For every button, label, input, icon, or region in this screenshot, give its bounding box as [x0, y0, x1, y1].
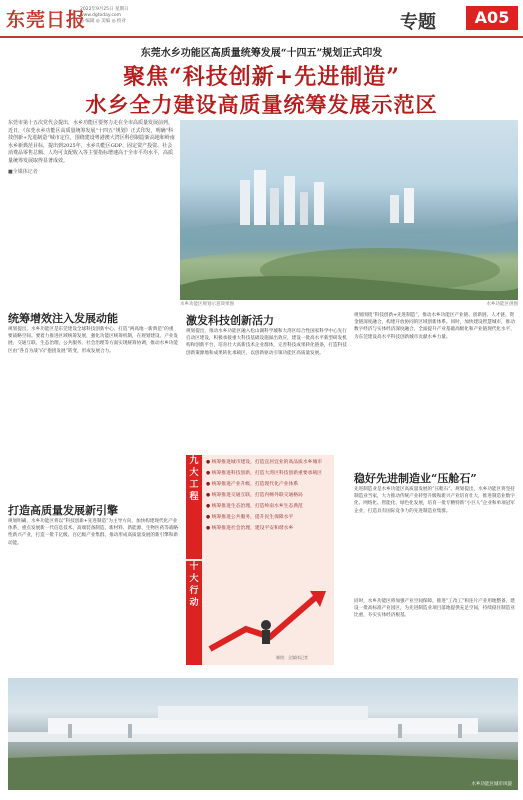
- page-number: A05: [466, 6, 518, 30]
- infographic-item: ● 统筹推进交通互联，打造内畅外联交通格局: [206, 493, 303, 498]
- infographic-footer: 制图：全媒体记者: [276, 655, 308, 660]
- section-2-body: 规划明确，水乡功能区将以“科技创新+先进制造”为主导方向，加快构建现代化产业体系，重点发展新一代信息技术、高端装备制造、新材料、新能源、生物医药等战略性新兴产业，打造一批千亿级、百亿级产业集群，推动形成高质量发展的新引擎和新动能。: [8, 519, 178, 546]
- infographic-item: ● 统筹推进产业升级，打造现代化产业体系: [206, 482, 299, 487]
- infographic-item: ● 统筹推进科技创新，打造大湾区科技创新重要承载区: [206, 471, 323, 476]
- main-aerial-photo: [180, 120, 518, 300]
- header-meta: [80, 7, 250, 25]
- section-3-body-cont: 规划围绕“科技创新+先进制造”，推动水乡功能区产业链、创新链、人才链、资金链深度融合，构建开放协同的区域创新体系。同时，加快建设智慧城市，推动数字经济与实体经济深度融合，全面提升产业基础高级化和产业链现代化水平，为东莞建设高水平科技创新城市贡献水乡力量。: [354, 313, 515, 340]
- section-label: 专题: [400, 12, 436, 33]
- lead-paragraph: [8, 120, 176, 308]
- caption-left: 水乡功能区规划示意效果图: [180, 302, 234, 307]
- aerial-illustration: [180, 120, 518, 300]
- caption-right: 水乡功能区供图: [486, 302, 518, 307]
- infographic-item: ● 统筹推进城市建设，打造宜居宜业的高品质水乡城市: [206, 460, 323, 465]
- lead-byline: ■全媒体记者: [8, 168, 38, 175]
- headline-title-line2: 水乡全力建设高质量统筹发展示范区: [85, 92, 438, 117]
- infographic-label-top: 九大工程: [186, 455, 202, 559]
- section-3-body: 规划提出，推动水乡功能区融入松山湖科学城和大湾区综合性国家科学中心先行启动区建设，积极承接重大科技基础设施溢出效应，建设一批高水平新型研发机构和创新平台，培育壮大高新技术企业群体，完善科技成果转化链条，打造科技创新策源地和成果转化承载区，以创新驱动引领功能区高质量发展。: [186, 329, 347, 356]
- section-4-body-cont: 同时，水乡功能区将加强产业空间保障，推进“工改工”和连片产业用地整备，建设一批高标准产业园区，为先进制造业项目落地提供充足空间，持续稳住制造业比重，夯实实体经济根基。: [354, 599, 515, 619]
- infographic-item: ● 统筹推进社会治理，建设平安和谐水乡: [206, 526, 294, 531]
- section-1-body: 规划提出，水乡功能区是东莞建设全球科技创新中心、打造“两高地一新典范”的重要战略空间。要着力推进区域统筹发展，强化功能区统筹机制，在规划建设、产业发展、交通互联、生态治理、公共服务、社会治理等方面实现统筹协调，推动水乡功能区由“各自为战”向“抱团发展”转变，形成发展合力。: [8, 327, 178, 354]
- newspaper-logo: 东莞日报: [6, 9, 87, 31]
- infographic-item: ● 统筹推进公共服务，提升民生保障水平: [206, 515, 294, 520]
- infographic-item: ● 统筹推进生态治理，打造岭南水乡生态典范: [206, 504, 303, 509]
- bottom-city-photo: [8, 678, 518, 790]
- growth-arrow-illustration: [206, 585, 330, 655]
- section-3-title: 激发科技创新活力: [186, 314, 274, 327]
- header-website: www.dgtoday.com: [80, 13, 121, 18]
- headline-subtitle: 东莞水乡功能区高质量统筹发展“十四五”规划正式印发: [140, 48, 383, 59]
- headline-title-line1: 聚焦“科技创新+先进制造”: [123, 64, 400, 90]
- header-date: 2022年9月25日 星期日: [80, 7, 129, 12]
- cityscape-illustration: [8, 678, 518, 790]
- page-header: [0, 0, 523, 38]
- header-editors: ◎ 编辑 ◎ 美编 ◎ 校对: [80, 19, 126, 24]
- main-photo-caption: [180, 301, 518, 307]
- bottom-photo-caption: 水乡功能区城市风貌: [471, 782, 512, 787]
- section-2-title: 打造高质量发展新引擎: [8, 504, 118, 517]
- section-4-title: 稳好先进制造业“压舱石”: [354, 472, 477, 485]
- section-1-title: 统筹增效注入发展动能: [8, 312, 118, 325]
- section-4-body: 先进制造业是水乡功能区高质量发展的“压舱石”。规划提出，水乡功能区将坚持制造业当家，大力推动传统产业转型升级和新兴产业培育壮大，推进制造业数字化、网络化、智能化、绿色化发展，培育一批专精特新“小巨人”企业和单项冠军企业，打造具有国际竞争力的先进制造业集群。: [354, 487, 515, 514]
- infographic-list: [206, 459, 330, 532]
- infographic-label-bottom: 十大行动: [186, 561, 202, 665]
- infographic-panel: [186, 455, 334, 665]
- lead-text: 东莞市第十五次党代会提出，水乡功能区要努力走在全市高质量发展前列。近日，《东莞水乡功能区高质量统筹发展“十四五”规划》正式印发，明确“科技创新+先进制造”城市定位，围绕建设粤港澳大湾区科创制造新高地和岭南水乡新典范目标，提出到2025年，水乡功能区GDP、固定资产投资、社会消费品零售总额、人均可支配收入等主要指标增速高于全市平均水平，高质量统筹发展取得显著成效。: [8, 120, 175, 164]
